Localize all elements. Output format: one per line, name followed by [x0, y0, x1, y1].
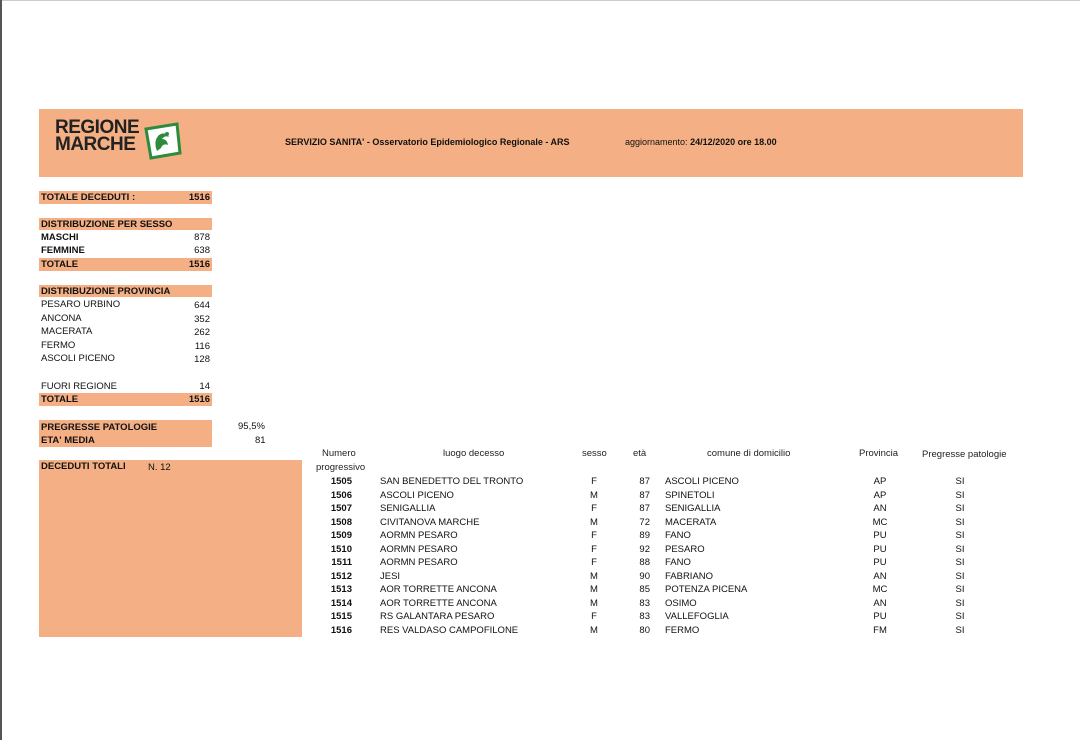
- cell-sesso: M: [590, 570, 598, 582]
- table-row: [300, 517, 1020, 530]
- table-row: [300, 571, 1020, 584]
- eta-media-value: 81: [255, 435, 266, 446]
- cell-luogo: AORMN PESARO: [380, 557, 458, 568]
- regione-marche-logo: [55, 119, 195, 163]
- cell-numero: 1516: [330, 624, 352, 636]
- provincia-row-value: 262: [194, 327, 210, 338]
- col-header-numero: Numero: [322, 448, 356, 459]
- cell-numero: 1508: [330, 516, 352, 528]
- cell-luogo: AOR TORRETTE ANCONA: [380, 584, 497, 595]
- cell-numero: 1514: [330, 597, 352, 609]
- cell-pregresse: SI: [955, 516, 965, 528]
- cell-provincia: PU: [873, 611, 887, 622]
- provincia-row-label: ASCOLI PICENO: [41, 353, 115, 364]
- cell-pregresse: SI: [955, 611, 965, 622]
- cell-luogo: AOR TORRETTE ANCONA: [380, 597, 497, 609]
- cell-luogo: RES VALDASO CAMPOFILONE: [380, 624, 519, 636]
- cell-pregresse: SI: [955, 530, 965, 541]
- cell-provincia: PU: [873, 543, 887, 555]
- cell-sesso: M: [590, 584, 598, 595]
- cell-eta: 92: [639, 543, 650, 555]
- sesso-title: DISTRIBUZIONE PER SESSO: [41, 219, 173, 230]
- logo-line-1: REGIONE: [55, 117, 140, 138]
- sesso-total-value: 1516: [188, 259, 210, 270]
- cell-numero: 1509: [330, 530, 352, 541]
- cell-sesso: M: [590, 516, 598, 528]
- provincia-row-label: MACERATA: [41, 326, 93, 337]
- update-value: 24/12/2020 ore 18.00: [690, 137, 777, 147]
- col-header-progressivo: progressivo: [316, 462, 366, 473]
- cell-pregresse: SI: [955, 584, 965, 595]
- cell-sesso: M: [590, 489, 598, 501]
- logo-text: [55, 119, 139, 153]
- cell-sesso: F: [591, 530, 597, 541]
- cell-provincia: AP: [873, 489, 887, 501]
- col-header-luogo: luogo decesso: [443, 448, 505, 459]
- cell-numero: 1505: [330, 476, 352, 487]
- cell-luogo: SENIGALLIA: [380, 503, 436, 514]
- cell-comune: MACERATA: [665, 516, 717, 528]
- table-row: [300, 476, 1020, 489]
- cell-comune: FANO: [665, 557, 691, 568]
- provincia-row-value: 116: [194, 341, 210, 352]
- cell-luogo: AORMN PESARO: [380, 543, 458, 555]
- cell-sesso: F: [591, 503, 597, 514]
- page-border-left: [0, 0, 2, 740]
- provincia-row-label: FERMO: [41, 340, 76, 351]
- cell-comune: VALLEFOGLIA: [665, 611, 729, 622]
- cell-eta: 83: [639, 611, 650, 622]
- cell-provincia: AP: [873, 476, 887, 487]
- cell-sesso: M: [590, 597, 598, 609]
- cell-eta: 90: [639, 570, 650, 582]
- cell-eta: 89: [639, 530, 650, 541]
- col-header-pregresse: Pregresse patologie: [922, 449, 1007, 460]
- table-row: [300, 530, 1020, 543]
- table-row: [300, 611, 1020, 624]
- cell-pregresse: SI: [955, 503, 965, 514]
- marche-emblem-icon: [143, 121, 183, 161]
- cell-provincia: MC: [872, 584, 888, 595]
- col-header-provincia: Provincia: [859, 448, 899, 459]
- report-header: [39, 109, 1023, 177]
- cell-sesso: F: [591, 543, 597, 555]
- sesso-row-value: 878: [194, 232, 210, 243]
- cell-pregresse: SI: [955, 570, 965, 582]
- cell-provincia: FM: [873, 624, 887, 636]
- cell-provincia: PU: [873, 557, 887, 568]
- fuori-regione-value: 14: [199, 381, 210, 392]
- sesso-total-label: TOTALE: [41, 259, 79, 270]
- provincia-row-value: 644: [194, 300, 210, 311]
- cell-comune: PESARO: [665, 543, 705, 555]
- col-header-eta: età: [633, 448, 647, 459]
- cell-sesso: F: [591, 476, 597, 487]
- totale-deceduti-label: TOTALE DECEDUTI :: [41, 192, 136, 203]
- cell-comune: SPINETOLI: [665, 489, 715, 501]
- cell-eta: 87: [639, 489, 650, 501]
- cell-pregresse: SI: [955, 489, 965, 501]
- update-label: aggiornamento:: [625, 137, 688, 147]
- deceduti-totali-box: [39, 460, 302, 637]
- cell-provincia: MC: [872, 516, 888, 528]
- fuori-regione-label: FUORI REGIONE: [41, 381, 118, 392]
- cell-pregresse: SI: [955, 476, 965, 487]
- table-row: [300, 625, 1020, 638]
- table-row: [300, 584, 1020, 597]
- provincia-total-value: 1516: [188, 394, 210, 405]
- cell-eta: 88: [639, 557, 650, 568]
- cell-provincia: AN: [873, 503, 887, 514]
- cell-pregresse: SI: [955, 557, 965, 568]
- cell-pregresse: SI: [955, 543, 965, 555]
- col-header-comune: comune di domicilio: [707, 448, 791, 459]
- cell-sesso: M: [590, 624, 598, 636]
- service-title: SERVIZIO SANITA' - Osservatorio Epidemiologico Regionale - ARS: [285, 137, 570, 147]
- cell-comune: FABRIANO: [665, 570, 714, 582]
- cell-comune: POTENZA PICENA: [665, 584, 748, 595]
- col-header-sesso: sesso: [582, 448, 607, 459]
- provincia-row-value: 352: [194, 314, 210, 325]
- table-row: [300, 503, 1020, 516]
- cell-comune: FANO: [665, 530, 691, 541]
- cell-numero: 1515: [330, 611, 352, 622]
- cell-luogo: JESI: [380, 570, 401, 582]
- cell-numero: 1511: [331, 557, 352, 568]
- sesso-row-value: 638: [194, 245, 210, 256]
- table-row: [300, 557, 1020, 570]
- eta-media-label: ETA' MEDIA: [41, 435, 95, 446]
- cell-eta: 72: [639, 516, 650, 528]
- totale-deceduti-value: 1516: [188, 192, 210, 203]
- cell-comune: ASCOLI PICENO: [665, 476, 739, 487]
- cell-comune: FERMO: [665, 624, 700, 636]
- cell-sesso: F: [591, 611, 597, 622]
- table-row: [300, 490, 1020, 503]
- logo-line-2: MARCHE: [55, 134, 136, 155]
- cell-eta: 83: [639, 597, 650, 609]
- cell-numero: 1506: [330, 489, 352, 501]
- cell-sesso: F: [591, 557, 597, 568]
- table-row: [300, 598, 1020, 611]
- cell-luogo: CIVITANOVA MARCHE: [380, 516, 480, 528]
- cell-comune: SENIGALLIA: [665, 503, 721, 514]
- cell-numero: 1507: [330, 503, 352, 514]
- provincia-title: DISTRIBUZIONE PROVINCIA: [41, 286, 171, 297]
- pregresse-label: PREGRESSE PATOLOGIE: [41, 422, 158, 433]
- update-info: [625, 137, 777, 147]
- cell-numero: 1512: [330, 570, 352, 582]
- cell-luogo: ASCOLI PICENO: [380, 489, 454, 501]
- cell-eta: 87: [639, 476, 650, 487]
- cell-eta: 80: [639, 624, 650, 636]
- cell-numero: 1513: [330, 584, 352, 595]
- cell-luogo: AORMN PESARO: [380, 530, 458, 541]
- cell-luogo: RS GALANTARA PESARO: [380, 611, 495, 622]
- cell-pregresse: SI: [955, 624, 965, 636]
- cell-eta: 87: [639, 503, 650, 514]
- table-row: [300, 544, 1020, 557]
- provincia-row-value: 128: [194, 354, 210, 365]
- sesso-row-label: FEMMINE: [41, 245, 85, 256]
- provincia-total-label: TOTALE: [41, 394, 79, 405]
- cell-provincia: AN: [873, 570, 887, 582]
- provincia-row-label: ANCONA: [41, 313, 82, 324]
- cell-provincia: PU: [873, 530, 887, 541]
- deceduti-totali-label: DECEDUTI TOTALI: [41, 461, 126, 472]
- pregresse-value: 95,5%: [238, 421, 265, 432]
- cell-provincia: AN: [873, 597, 887, 609]
- cell-pregresse: SI: [955, 597, 965, 609]
- page-border-top: [0, 0, 1080, 1]
- sesso-row-label: MASCHI: [41, 232, 79, 243]
- cell-numero: 1510: [330, 543, 352, 555]
- provincia-row-label: PESARO URBINO: [41, 299, 121, 310]
- deceduti-totali-count: N. 12: [148, 462, 171, 473]
- cell-luogo: SAN BENEDETTO DEL TRONTO: [380, 476, 524, 487]
- cell-eta: 85: [639, 584, 650, 595]
- cell-comune: OSIMO: [665, 597, 697, 609]
